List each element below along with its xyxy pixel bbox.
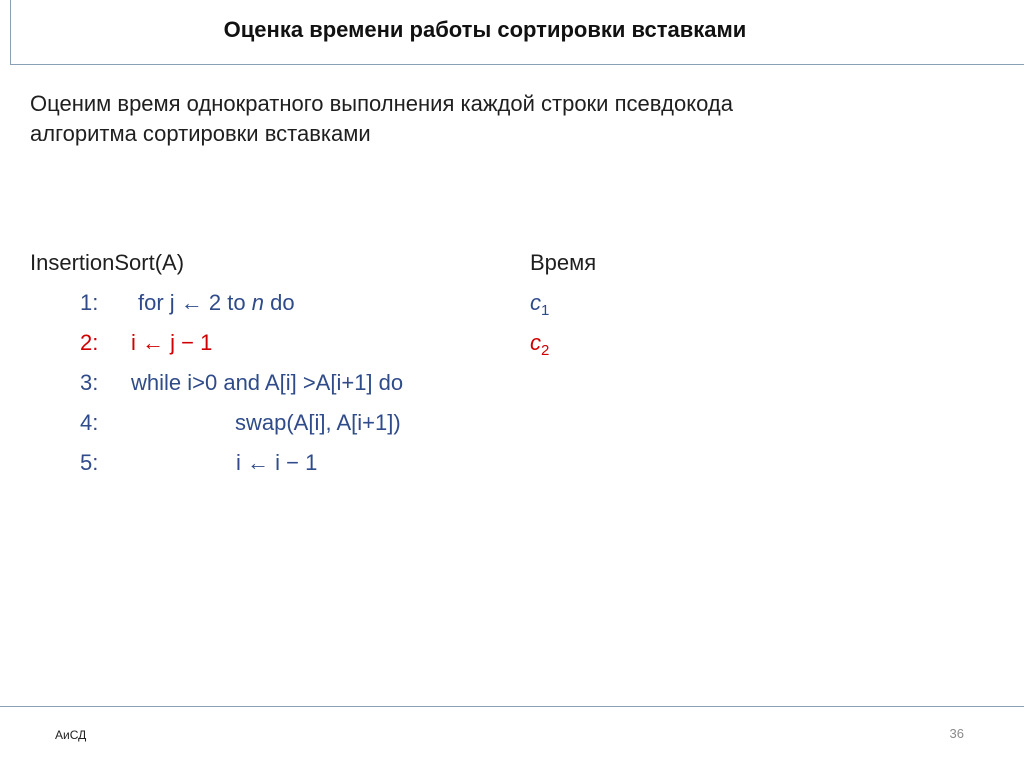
cost-symbol: c (530, 330, 541, 355)
cost-subscript: 1 (541, 302, 550, 319)
code-statement: i ← i − 1 (236, 450, 318, 475)
line-number: 2: (80, 330, 99, 355)
time-cost-2 (530, 328, 730, 368)
footer-rule (0, 706, 1024, 707)
intro-line-1: Оценим время однократного выполнения каждой строки псевдокода (30, 91, 733, 116)
line-number: 5: (80, 450, 99, 475)
code-statement: for j ← 2 to n do (138, 290, 295, 315)
intro-text (30, 89, 930, 149)
header-rule (10, 64, 1024, 65)
time-header: Время (530, 250, 597, 275)
code-line-4 (30, 408, 510, 448)
code-line-2 (30, 328, 510, 368)
line-number: 3: (80, 370, 99, 395)
page-number: 36 (949, 726, 964, 741)
code-line-1 (30, 288, 510, 328)
code-statement: i ← j − 1 (131, 330, 213, 355)
code-line-5 (30, 448, 510, 488)
footer-course: АиСД (55, 728, 87, 742)
cost-subscript: 2 (541, 342, 550, 359)
code-statement: while i>0 and A[i] >A[i+1] do (131, 370, 404, 395)
code-line-3 (30, 368, 510, 408)
intro-line-2: алгоритма сортировки вставками (30, 121, 371, 146)
line-number: 4: (80, 410, 99, 435)
time-column (530, 248, 730, 368)
line-number: 1: (80, 290, 99, 315)
slide-title: Оценка времени работы сортировки вставками (223, 17, 747, 42)
pseudocode-block (30, 248, 510, 488)
pseudocode-header: InsertionSort(A) (30, 250, 185, 275)
cost-symbol: c (530, 290, 541, 315)
code-statement: swap(A[i], A[i+1]) (235, 410, 401, 435)
time-cost-1 (530, 288, 730, 328)
